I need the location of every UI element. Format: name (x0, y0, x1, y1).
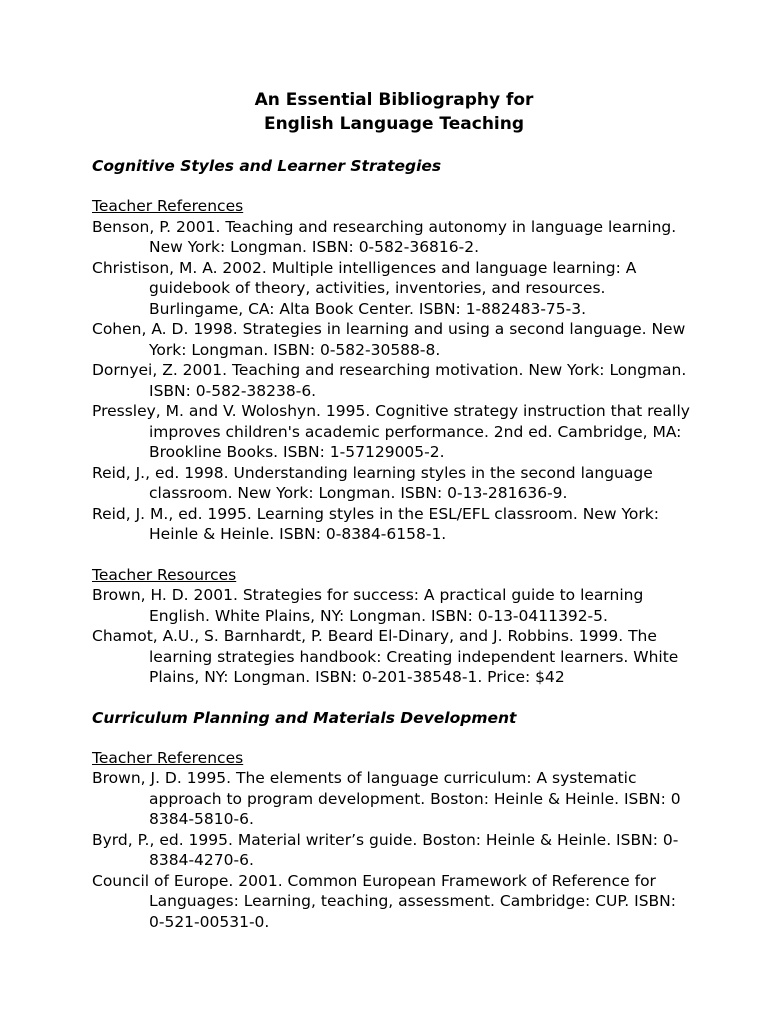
bibliography-entry: Reid, J., ed. 1998. Understanding learning styles in the second language classroom. New York: Longman. ISBN: 0-13-281636-9. (92, 463, 653, 502)
group-teacher-references (92, 196, 696, 545)
bibliography-entry: Reid, J. M., ed. 1995. Learning styles in the ESL/EFL classroom. New York: Heinle & Heinle. ISBN: 0-8384-6158-1. (92, 504, 659, 543)
bibliography-entry: Benson, P. 2001. Teaching and researching autonomy in language learning. New York: Longman. ISBN: 0-582-36816-2. (92, 217, 677, 256)
bibliography-entry: Cohen, A. D. 1998. Strategies in learning and using a second language. New York: Longman. ISBN: 0-582-30588-8. (92, 320, 686, 359)
section-heading: Curriculum Planning and Materials Development (92, 708, 517, 727)
bibliography-list (92, 217, 696, 545)
bibliography-entry: Council of Europe. 2001. Common European Framework of Reference for Languages: Learning, teaching, assessment. Cambridge: CUP. ISBN: 0-521-00531-0. (92, 871, 676, 931)
group-teacher-references (92, 748, 696, 933)
bibliography-list (92, 585, 696, 688)
section-curriculum-planning (92, 708, 696, 933)
bibliography-entry: Christison, M. A. 2002. Multiple intelligences and language learning: A guidebook of theory, activities, inventories, and resources. Burlingame, CA: Alta Book Center. ISBN: 1-882483-75-3. (92, 258, 637, 318)
title-line-1: An Essential Bibliography for (254, 90, 534, 110)
bibliography-entry: Chamot, A.U., S. Barnhardt, P. Beard El-Dinary, and J. Robbins. 1999. The learning strategies handbook: Creating independent learners. White Plains, NY: Longman. ISBN: 0-201-38548-1. Price: $42 (92, 627, 679, 686)
bibliography-entry: Pressley, M. and V. Woloshyn. 1995. Cognitive strategy instruction that really improves children's academic performance. 2nd ed. Cambridge, MA: Brookline Books. ISBN: 1-57129005-2. (92, 402, 690, 461)
bibliography-entry: Dornyei, Z. 2001. Teaching and researching motivation. New York: Longman. ISBN: 0-582-38238-6. (92, 361, 687, 400)
section-cognitive-styles (92, 156, 696, 688)
document-title (92, 88, 696, 136)
title-line-2: English Language Teaching (263, 114, 525, 134)
group-label: Teacher Resources (92, 565, 237, 584)
bibliography-entry: Brown, H. D. 2001. Strategies for success: A practical guide to learning English. White Plains, NY: Longman. ISBN: 0-13-0411392-5. (92, 586, 644, 625)
group-label: Teacher References (92, 748, 244, 767)
section-heading: Cognitive Styles and Learner Strategies (92, 157, 442, 175)
bibliography-entry: Brown, J. D. 1995. The elements of language curriculum: A systematic approach to program development. Boston: Heinle & Heinle. ISBN: 0 8384-5810-6. (92, 769, 681, 828)
bibliography-entry: Byrd, P., ed. 1995. Material writer’s guide. Boston: Heinle & Heinle. ISBN: 0-8384-4270-6. (92, 830, 679, 869)
group-teacher-resources (92, 565, 696, 688)
bibliography-list (92, 768, 696, 932)
group-label: Teacher References (92, 197, 244, 215)
